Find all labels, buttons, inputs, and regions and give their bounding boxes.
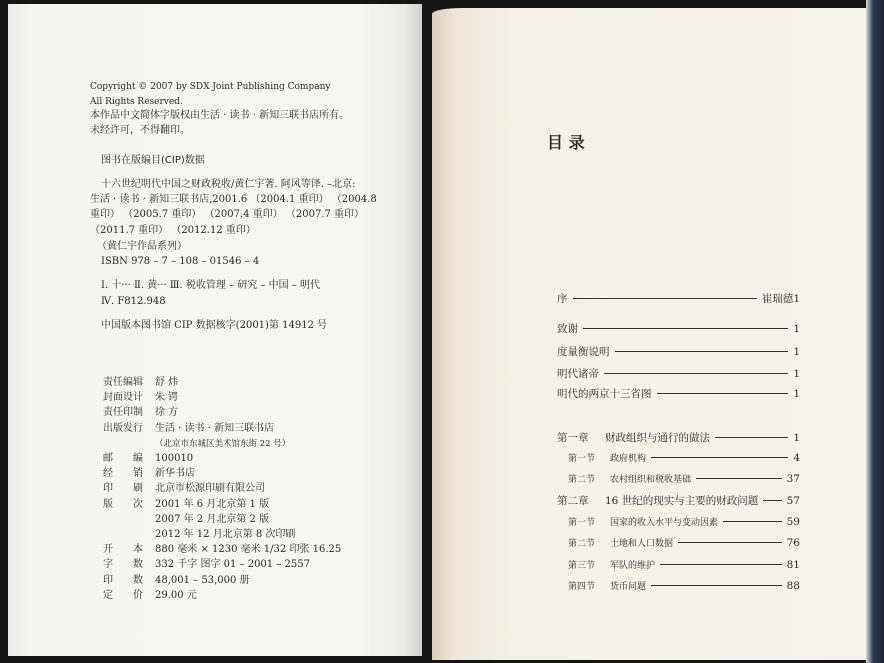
book-edge [866,0,884,663]
cip-line: （2011.7 重印） （2012.12 重印） [90,225,256,236]
rights-line: All Rights Reserved. [90,97,183,107]
credit-value: 29.00 元 [155,589,197,601]
credit-label: 经 销 [103,468,143,480]
section-number: 第二节 [568,539,596,549]
toc-page: 1 [793,367,800,380]
credit-row [103,529,295,541]
toc-entry[interactable] [557,430,800,445]
toc-entry[interactable] [568,515,800,528]
credit-row [103,438,290,450]
credit-value: 徐 方 [155,407,179,419]
credit-label: 印 数 [103,574,143,586]
credit-row [103,483,265,495]
toc-label: 明代诸帝 [557,368,599,380]
section-title: 国家的收入水平与变动因素 [610,518,719,528]
leader-line [763,500,781,501]
toc-entry[interactable] [568,472,800,485]
credit-label: 出版发行 [103,422,143,434]
credit-row [103,575,250,587]
credit-row [103,590,197,602]
toc-label: 度量衡说明 [557,346,610,358]
toc-page: 81 [786,558,800,571]
leader-line [615,351,789,352]
credit-row [103,499,269,511]
toc-entry[interactable] [568,579,800,592]
toc-page: 59 [786,515,800,528]
credit-value: 新华书店 [155,468,195,480]
toc-title: 目 录 [547,133,585,152]
cip-heading: 图书在版编目(CIP)数据 [101,155,205,166]
credit-value: 2001 年 6 月北京第 1 版 [155,498,270,510]
cip-line: 生活 · 读书 · 新知三联书店,2001.6 （2004.1 重印） （2004.8 [90,194,377,205]
credit-value: （北京市东城区美术馆东街 22 号） [155,438,291,449]
section-number: 第四节 [568,582,596,592]
chapter-title: 16 世纪的现实与主要的财政问题 [605,495,759,507]
toc-entry[interactable] [557,321,800,336]
toc-page: 57 [786,494,800,507]
toc-entry[interactable] [557,291,800,306]
credit-row [103,544,341,556]
credit-label: 责任印制 [103,407,143,419]
leader-line [583,328,788,329]
toc-entry[interactable] [568,536,800,549]
credit-row [103,392,178,404]
section-number: 第三节 [568,561,596,571]
credit-value: 332 千字 图字 01 – 2001 – 2557 [155,559,310,571]
credit-value: 48,001 – 53,000 册 [155,574,250,586]
toc-entry[interactable] [557,493,800,508]
notice-line: 本作品中文简体字版权由生活 · 读书 · 新知三联书店所有。 [90,110,350,121]
classification: Ⅰ. 十··· Ⅱ. 黄··· Ⅲ. 税收管理 – 研究 – 中国 – 明代 [101,280,320,291]
toc-page: 37 [786,472,800,485]
credit-row [103,453,193,465]
section-number: 第一节 [568,518,596,528]
credit-value: 100010 [155,453,194,464]
leader-line [660,564,782,565]
chapter-title: 财政组织与通行的做法 [605,432,710,444]
toc-page: 1 [793,431,800,444]
classification: Ⅳ. F812.948 [101,296,166,307]
section-title: 政府机构 [610,454,647,464]
toc-entry[interactable] [557,366,800,381]
cip-record: 中国版本图书馆 CIP 数据核字(2001)第 14912 号 [101,320,328,331]
notice-line: 未经许可，不得翻印。 [90,125,190,136]
leader-line [657,393,789,394]
copyright-line: Copyright © 2007 by SDX Joint Publishing Company [90,82,331,92]
credit-row [103,468,195,480]
credit-label: 开 本 [103,544,143,556]
leader-line [604,373,788,374]
credit-value: 880 毫米 × 1230 毫米 1/32 印张 16.25 [155,544,342,556]
section-title: 货币问题 [610,582,647,592]
toc-entry[interactable] [568,451,800,464]
toc-page: 4 [793,451,800,464]
credit-value: 2007 年 2 月北京第 2 版 [155,513,270,525]
toc-label: 序 [557,293,568,305]
toc-entry[interactable] [568,558,800,571]
leader-line [573,298,757,299]
toc-label: 明代的两京十三省图 [557,388,652,400]
toc-page: 88 [786,579,800,592]
toc-page: 1 [793,292,800,305]
cip-line: （黄仁宇作品系列） [97,241,187,252]
credit-row [103,514,269,526]
chapter-number: 第一章 [557,432,589,444]
credit-label: 封面设计 [103,392,143,404]
credit-value: 生活 · 读书 · 新知三联书店 [155,422,275,434]
leader-line [651,457,788,458]
leader-line [696,478,782,479]
leader-line [678,542,782,543]
toc-label: 致谢 [557,323,578,335]
credit-label: 版 次 [103,498,143,510]
toc-author: 崔瑞德 [761,293,794,305]
toc-page: 1 [793,345,800,358]
toc-entry[interactable] [557,386,800,401]
section-title: 军队的维护 [610,561,656,571]
credit-row [103,407,178,419]
leader-line [651,585,782,586]
section-number: 第二节 [568,475,596,485]
leader-line [723,521,782,522]
credit-label: 邮 编 [103,453,143,464]
credit-row [103,423,274,435]
section-title: 土地和人口数据 [610,539,674,549]
cip-line: 十六世纪明代中国之财政税收/黄仁宇著. 阿风等译. –北京: [101,179,356,190]
credit-label: 印 刷 [103,483,143,495]
section-title: 农村组织和税收基础 [610,475,692,485]
credit-value: 2012 年 12 月北京第 8 次印刷 [155,529,296,540]
cip-line: 重印） （2005.7 重印） （2007.4 重印） （2007.7 重印） [90,209,365,220]
credit-value: 舒 炜 [155,377,179,388]
leader-line [715,437,788,438]
credit-label: 字 数 [103,559,143,571]
credit-value: 北京市松源印刷有限公司 [155,483,265,495]
credit-row [103,559,310,571]
credit-label: 定 价 [103,589,143,601]
section-number: 第一节 [568,454,596,464]
toc-page: 76 [786,536,800,549]
toc-page: 1 [793,322,800,335]
toc-entry[interactable] [557,344,800,359]
toc-page: 1 [793,387,800,400]
credit-row [103,377,178,389]
credit-label: 责任编辑 [103,377,143,388]
chapter-number: 第二章 [557,495,589,507]
credit-value: 朱 锷 [155,392,179,404]
isbn: ISBN 978 – 7 – 108 – 01546 – 4 [101,256,260,267]
